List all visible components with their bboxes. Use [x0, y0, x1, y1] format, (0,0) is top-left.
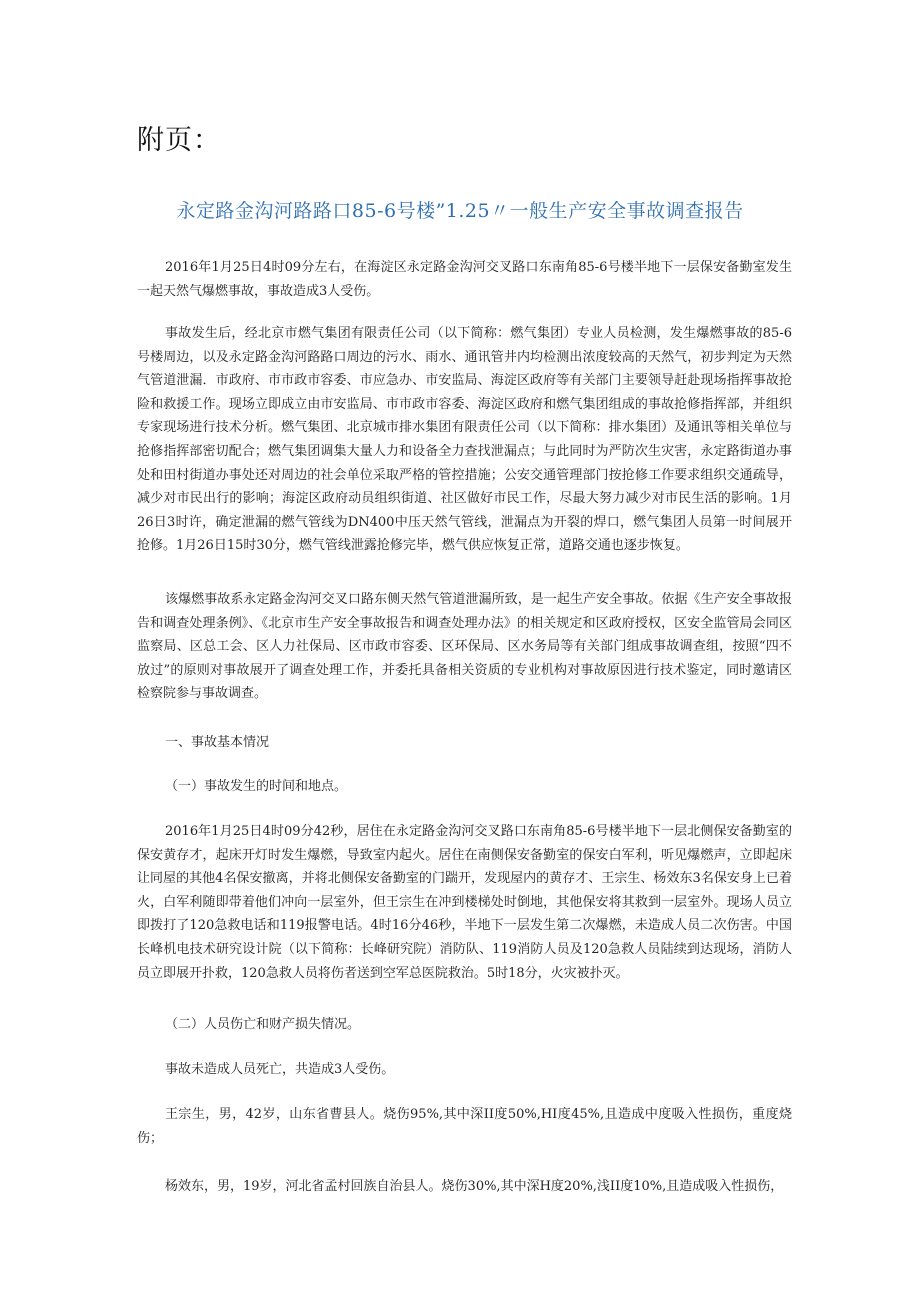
paragraph-text: 2016年1月25日4时09分42秒，居住在永定路金沟河交叉路口东南角85-6号楼半地下一层北侧保安备勤室的保安黄存才，起床开灯时发生爆燃，导致室内起火。居住在南侧保安备勤室的保安白军利，听见爆燃声，立即起床让同屋的其他4名保安撤离，并将北侧保安备勤室的门踹开，发现屋内的黄存才、王宗生、杨效东3名保安身上已着火，白军利随即带着他们冲向一层室外，但王宗生在冲到楼梯处时倒地，其他保安将其救到一层室外。现场人员立即拨打了120急救电话和119报警电话。4时16分46秒，半地下一层发生第二次爆燃，未造成人员二次伤害。中国长峰机电技术研究设计院（以下简称：长峰研究院）消防队、119消防人员及120急救人员陆续到达现场，消防人员立即展开扑救，120急救人员将伤者送到空军总医院救治。5时18分，火灾被扑灭。	[137, 824, 792, 981]
subsection-heading-casualties: （二）人员伤亡和财产损失情况。	[165, 1017, 361, 1032]
paragraph-event-timeline	[137, 820, 792, 985]
paragraph-summary	[137, 256, 792, 303]
appendix-heading: 附页：	[137, 125, 221, 156]
paragraph-response	[137, 322, 792, 558]
paragraph-victim-1	[137, 1103, 792, 1150]
paragraph-casualty-summary: 事故未造成人员死亡，共造成3人受伤。	[165, 1062, 395, 1077]
section-heading-basic-situation: 一、事故基本情况	[165, 735, 270, 750]
paragraph-investigation	[137, 588, 792, 706]
subsection-heading-time-place: （一）事故发生的时间和地点。	[165, 779, 348, 794]
paragraph-victim-2	[137, 1175, 792, 1199]
paragraph-text: 该爆燃事故系永定路金沟河交叉口路东侧天然气管道泄漏所致，是一起生产安全事故。依据《生产安全事故报告和调查处理条例》、《北京市生产安全事故报告和调查处理办法》的相关规定和区政府授权，区安全监管局会同区监察局、区总工会、区人力社保局、区市政市容委、区环保局、区水务局等有关部门组成事故调查组，按照“四不放过”的原则对事故展开了调查处理工作，并委托具备相关资质的专业机构对事故原因进行技术鉴定，同时邀请区检察院参与事故调查。	[137, 592, 792, 702]
paragraph-text: 事故发生后，经北京市燃气集团有限责任公司（以下简称：燃气集团）专业人员检测，发生爆燃事故的85-6号楼周边，以及永定路金沟河路路口周边的污水、雨水、通讯管井内均检测出浓度较高的天然气，初步判定为天然气管道泄漏．市政府、市市政市容委、市应急办、市安监局、海淀区政府等有关部门主要领导赶赴现场指挥事故抢险和救援工作。现场立即成立由市安监局、市市政市容委、海淀区政府和燃气集团组成的事故抢修指挥部，并组织专家现场进行技术分析。燃气集团、北京城市排水集团有限责任公司（以下简称：排水集团）及通讯等相关单位与抢修指挥部密切配合；燃气集团调集大量人力和设备全力查找泄漏点；与此同时为严防次生灾害，永定路街道办事处和田村街道办事处还对周边的社会单位采取严格的管控措施；公安交通管理部门按抢修工作要求组织交通疏导，减少对市民出行的影响；海淀区政府动员组织街道、社区做好市民工作，尽最大努力减少对市民生活的影响。1月26日3时许，确定泄漏的燃气管线为DN400中压天然气管线，泄漏点为开裂的焊口，燃气集团人员第一时间展开抢修。1月26日15时30分，燃气管线泄露抢修完毕，燃气供应恢复正常，道路交通也逐步恢复。	[137, 326, 792, 554]
paragraph-text: 杨效东，男，19岁，河北省孟村回族自治县人。烧伤30%,其中深H度20%,浅II度10%,且造成吸入性损伤，	[165, 1179, 784, 1194]
report-title: 永定路金沟河路路口85-6号楼”1.25〃一般生产安全事故调查报告	[176, 200, 744, 222]
paragraph-text: 2016年1月25日4时09分左右，在海淀区永定路金沟河交叉路口东南角85-6号楼半地下一层保安备勤室发生一起天然气爆燃事故，事故造成3人受伤。	[137, 260, 792, 299]
paragraph-text: 王宗生，男，42岁，山东省曹县人。烧伤95%,其中深II度50%,HI度45%,且造成中度吸入性损伤，重度烧伤；	[137, 1107, 792, 1146]
